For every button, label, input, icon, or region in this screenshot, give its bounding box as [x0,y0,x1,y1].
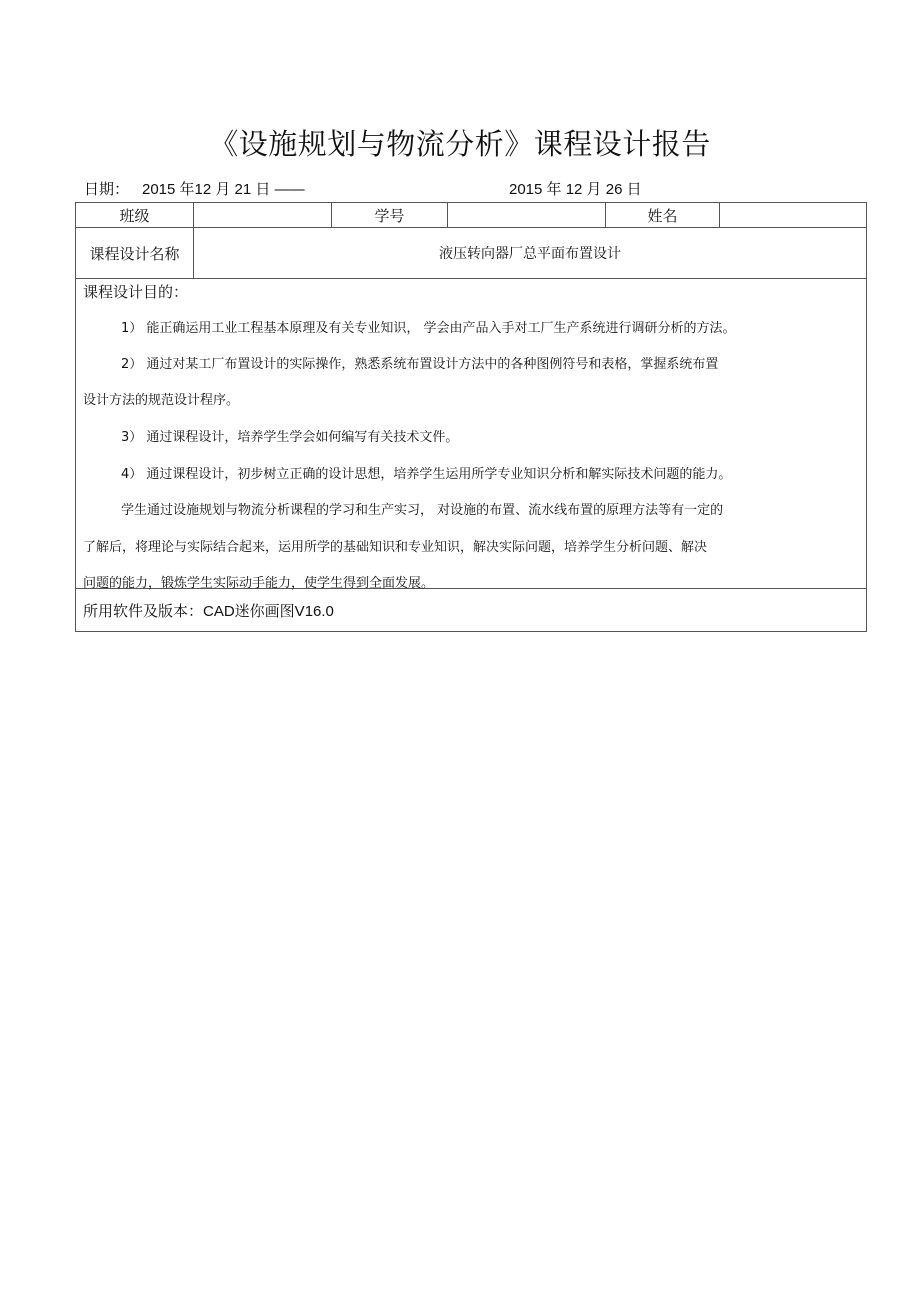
date-start: 2015 年12 月 21 日 —— [142,181,305,198]
student-id-field[interactable] [448,203,606,228]
software-cell [76,589,867,632]
name-field[interactable] [720,203,867,228]
purpose-row [76,279,867,589]
info-row [76,203,867,228]
software-row [76,589,867,632]
report-form-table [75,202,867,632]
class-label: 班级 [76,203,194,228]
student-id-label: 学号 [332,203,448,228]
purpose-line: 学生通过设施规划与物流分析课程的学习和生产实习， 对设施的布置、流水线布置的原理方法等有一定的 [121,503,724,518]
purpose-cell [76,279,867,589]
purpose-line: 设计方法的规范设计程序。 [83,393,240,408]
course-name-label: 课程设计名称 [76,228,194,279]
date-row [84,178,864,200]
name-label: 姓名 [606,203,720,228]
purpose-line: 4） 通过课程设计，初步树立正确的设计思想，培养学生运用所学专业知识分析和解实际技术问题的能力。 [121,467,732,482]
purpose-heading: 课程设计目的： [83,283,189,301]
date-label: 日期： [84,181,130,198]
course-name-value: 液压转向器厂总平面布置设计 [194,228,867,279]
purpose-line: 3） 通过课程设计，培养学生学会如何编写有关技术文件。 [121,430,459,445]
purpose-line: 问题的能力，锻炼学生实际动手能力，使学生得到全面发展。 [83,576,435,591]
software-value: CAD迷你画图V16.0 [203,602,334,620]
date-end: 2015 年 12 月 26 日 [509,181,642,198]
report-title: 《设施规划与物流分析》课程设计报告 [209,127,711,161]
class-field[interactable] [194,203,332,228]
software-label: 所用软件及版本： [83,601,204,620]
purpose-line: 了解后，将理论与实际结合起来，运用所学的基础知识和专业知识，解决实际问题，培养学生分析问题、解决 [83,540,708,555]
purpose-line: 1） 能正确运用工业工程基本原理及有关专业知识， 学会由产品入手对工厂生产系统进行调研分析的方法。 [121,321,736,336]
purpose-line: 2） 通过对某工厂布置设计的实际操作，熟悉系统布置设计方法中的各种图例符号和表格，掌握系统布置 [121,357,719,372]
course-name-row [76,228,867,279]
